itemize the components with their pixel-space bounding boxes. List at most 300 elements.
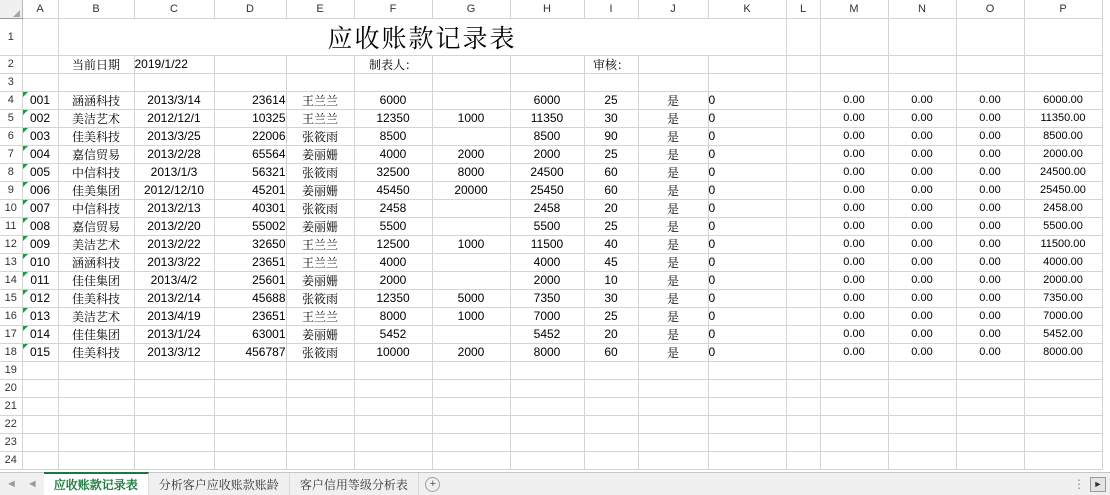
cell[interactable] — [786, 415, 820, 433]
cell-unreceived[interactable]: 4000 — [510, 253, 584, 271]
cell-undue[interactable]: 0 — [708, 199, 786, 217]
cell[interactable] — [22, 415, 58, 433]
cell-term[interactable]: 25 — [584, 217, 638, 235]
cell-receivable[interactable]: 5452 — [354, 325, 432, 343]
cell-due[interactable]: 是 — [638, 217, 708, 235]
cell[interactable] — [58, 361, 134, 379]
cell[interactable] — [888, 451, 956, 469]
cell-no[interactable]: 005 — [22, 163, 58, 181]
cell-undue[interactable]: 0 — [708, 235, 786, 253]
cell-undue[interactable]: 0 — [708, 181, 786, 199]
row-header-4[interactable]: 4 — [0, 91, 22, 109]
column-header-k[interactable]: K — [708, 0, 786, 18]
cell-agent[interactable]: 姜丽姗 — [286, 271, 354, 289]
cell[interactable] — [956, 55, 1024, 73]
cell[interactable] — [786, 451, 820, 469]
cell-invoice-date[interactable]: 2012/12/10 — [134, 181, 214, 199]
cell-aging-90-plus[interactable]: 24500.00 — [1024, 163, 1102, 181]
cell-term[interactable]: 40 — [584, 235, 638, 253]
cell[interactable] — [820, 379, 888, 397]
cell-aging-30-60[interactable]: 0.00 — [888, 163, 956, 181]
cell[interactable] — [708, 397, 786, 415]
cell[interactable] — [432, 361, 510, 379]
cell-aging-90-plus[interactable]: 6000.00 — [1024, 91, 1102, 109]
row-header-21[interactable]: 21 — [0, 397, 22, 415]
cell[interactable] — [956, 451, 1024, 469]
row-header-5[interactable]: 5 — [0, 109, 22, 127]
cell-aging-90-plus[interactable]: 8000.00 — [1024, 343, 1102, 361]
cell-aging-0-30[interactable]: 0.00 — [820, 145, 888, 163]
cell-invoice-date[interactable]: 2013/2/13 — [134, 199, 214, 217]
column-header-g[interactable]: G — [432, 0, 510, 18]
cell-received[interactable] — [432, 91, 510, 109]
row-header-13[interactable]: 13 — [0, 253, 22, 271]
cell-no[interactable]: 004 — [22, 145, 58, 163]
cell[interactable] — [888, 415, 956, 433]
add-sheet-button[interactable] — [419, 473, 447, 495]
cell-aging-0-30[interactable]: 0.00 — [820, 217, 888, 235]
cell[interactable] — [786, 91, 820, 109]
cell-agent[interactable]: 张筱雨 — [286, 199, 354, 217]
cell-invoice-date[interactable]: 2013/3/12 — [134, 343, 214, 361]
cell-unreceived[interactable]: 8500 — [510, 127, 584, 145]
cell-no[interactable]: 010 — [22, 253, 58, 271]
cell-due[interactable]: 是 — [638, 307, 708, 325]
cell[interactable] — [134, 379, 214, 397]
cell[interactable] — [354, 451, 432, 469]
cell[interactable] — [584, 451, 638, 469]
row-header-11[interactable]: 11 — [0, 217, 22, 235]
cell-aging-0-30[interactable]: 0.00 — [820, 271, 888, 289]
cell[interactable] — [354, 397, 432, 415]
cell[interactable] — [354, 379, 432, 397]
cell[interactable] — [432, 433, 510, 451]
row-header-9[interactable]: 9 — [0, 181, 22, 199]
cell-no[interactable]: 012 — [22, 289, 58, 307]
cell-aging-90-plus[interactable]: 2000.00 — [1024, 145, 1102, 163]
cell[interactable] — [134, 415, 214, 433]
cell[interactable] — [708, 55, 786, 73]
cell[interactable] — [286, 433, 354, 451]
cell-aging-0-30[interactable]: 0.00 — [820, 343, 888, 361]
cell-agent[interactable]: 张筱雨 — [286, 343, 354, 361]
sheet-nav-buttons[interactable] — [0, 473, 44, 495]
cell[interactable] — [286, 451, 354, 469]
cell[interactable] — [956, 379, 1024, 397]
cell-unreceived[interactable]: 8000 — [510, 343, 584, 361]
row-header-10[interactable]: 10 — [0, 199, 22, 217]
cell-received[interactable]: 2000 — [432, 343, 510, 361]
cell-invoice-no[interactable]: 10325 — [214, 109, 286, 127]
cell[interactable] — [786, 343, 820, 361]
cell-company[interactable]: 佳佳集团 — [58, 271, 134, 289]
cell-agent[interactable]: 张筱雨 — [286, 163, 354, 181]
cell-due[interactable]: 是 — [638, 109, 708, 127]
cell-receivable[interactable]: 10000 — [354, 343, 432, 361]
cell-no[interactable]: 003 — [22, 127, 58, 145]
cell[interactable] — [214, 55, 286, 73]
cell[interactable] — [638, 379, 708, 397]
cell-receivable[interactable]: 5500 — [354, 217, 432, 235]
row-header-23[interactable]: 23 — [0, 433, 22, 451]
cell-aging-60-90[interactable]: 0.00 — [956, 217, 1024, 235]
cell-undue[interactable]: 0 — [708, 91, 786, 109]
cell-received[interactable] — [432, 199, 510, 217]
cell-unreceived[interactable]: 11500 — [510, 235, 584, 253]
cell[interactable] — [638, 451, 708, 469]
cell-aging-30-60[interactable]: 0.00 — [888, 307, 956, 325]
column-header-d[interactable]: D — [214, 0, 286, 18]
cell-aging-0-30[interactable]: 0.00 — [820, 91, 888, 109]
cell-aging-30-60[interactable]: 0.00 — [888, 289, 956, 307]
row-header-24[interactable]: 24 — [0, 451, 22, 469]
cell[interactable] — [510, 451, 584, 469]
cell-receivable[interactable]: 4000 — [354, 253, 432, 271]
cell[interactable] — [1024, 55, 1102, 73]
cell-aging-90-plus[interactable]: 7000.00 — [1024, 307, 1102, 325]
column-header-p[interactable]: P — [1024, 0, 1102, 18]
cell-received[interactable]: 2000 — [432, 145, 510, 163]
cell-received[interactable] — [432, 325, 510, 343]
cell-invoice-date[interactable]: 2013/4/19 — [134, 307, 214, 325]
row-header-16[interactable]: 16 — [0, 307, 22, 325]
cell[interactable] — [584, 433, 638, 451]
column-header-m[interactable]: M — [820, 0, 888, 18]
cell-invoice-no[interactable]: 63001 — [214, 325, 286, 343]
cell-undue[interactable]: 0 — [708, 343, 786, 361]
cell[interactable] — [786, 235, 820, 253]
cell-no[interactable]: 014 — [22, 325, 58, 343]
cell[interactable] — [1024, 415, 1102, 433]
horizontal-scroll-controls[interactable] — [1073, 473, 1110, 495]
cell-due[interactable]: 是 — [638, 181, 708, 199]
cell-invoice-no[interactable]: 22006 — [214, 127, 286, 145]
cell-no[interactable]: 007 — [22, 199, 58, 217]
cell[interactable] — [786, 18, 820, 55]
cell-term[interactable]: 25 — [584, 91, 638, 109]
cell-invoice-no[interactable]: 40301 — [214, 199, 286, 217]
cell-undue[interactable]: 0 — [708, 325, 786, 343]
cell-unreceived[interactable]: 24500 — [510, 163, 584, 181]
row-header-22[interactable]: 22 — [0, 415, 22, 433]
cell[interactable] — [708, 361, 786, 379]
cell-received[interactable]: 8000 — [432, 163, 510, 181]
cell-receivable[interactable]: 12350 — [354, 289, 432, 307]
cell-invoice-no[interactable]: 65564 — [214, 145, 286, 163]
row-header-17[interactable]: 17 — [0, 325, 22, 343]
cell[interactable] — [22, 379, 58, 397]
cell-aging-60-90[interactable]: 0.00 — [956, 343, 1024, 361]
cell[interactable] — [432, 397, 510, 415]
cell[interactable] — [708, 451, 786, 469]
cell[interactable] — [1024, 18, 1102, 55]
cell[interactable] — [214, 361, 286, 379]
cell-invoice-no[interactable]: 456787 — [214, 343, 286, 361]
cell[interactable] — [22, 451, 58, 469]
cell-term[interactable]: 60 — [584, 343, 638, 361]
cell-received[interactable]: 5000 — [432, 289, 510, 307]
cell[interactable] — [786, 109, 820, 127]
cell[interactable] — [286, 361, 354, 379]
cell[interactable] — [708, 415, 786, 433]
column-header-l[interactable]: L — [786, 0, 820, 18]
cell[interactable] — [432, 451, 510, 469]
cell-undue[interactable]: 0 — [708, 109, 786, 127]
sheet-tabs[interactable] — [44, 473, 419, 495]
cell[interactable] — [786, 127, 820, 145]
cell-unreceived[interactable]: 5500 — [510, 217, 584, 235]
cell-no[interactable]: 008 — [22, 217, 58, 235]
select-all-corner[interactable] — [0, 0, 22, 18]
cell[interactable] — [820, 451, 888, 469]
cell[interactable] — [786, 397, 820, 415]
cell-undue[interactable]: 0 — [708, 271, 786, 289]
cell[interactable] — [786, 163, 820, 181]
cell-term[interactable]: 90 — [584, 127, 638, 145]
cell-unreceived[interactable]: 2458 — [510, 199, 584, 217]
cell-invoice-no[interactable]: 23651 — [214, 307, 286, 325]
column-header-f[interactable]: F — [354, 0, 432, 18]
cell-aging-30-60[interactable]: 0.00 — [888, 217, 956, 235]
cell[interactable] — [786, 379, 820, 397]
cell-company[interactable]: 美洁艺术 — [58, 109, 134, 127]
cell-receivable[interactable]: 2458 — [354, 199, 432, 217]
row-header-1[interactable]: 1 — [0, 18, 22, 55]
cell-aging-0-30[interactable]: 0.00 — [820, 163, 888, 181]
cell[interactable] — [354, 415, 432, 433]
cell[interactable] — [1024, 433, 1102, 451]
cell-invoice-date[interactable]: 2012/12/1 — [134, 109, 214, 127]
cell[interactable] — [786, 199, 820, 217]
cell[interactable] — [786, 325, 820, 343]
cell-no[interactable]: 013 — [22, 307, 58, 325]
cell[interactable] — [708, 433, 786, 451]
cell[interactable] — [432, 55, 510, 73]
row-header-15[interactable]: 15 — [0, 289, 22, 307]
column-header-h[interactable]: H — [510, 0, 584, 18]
cell-aging-60-90[interactable]: 0.00 — [956, 325, 1024, 343]
plus-icon[interactable]: + — [425, 477, 440, 492]
cell-aging-60-90[interactable]: 0.00 — [956, 91, 1024, 109]
cell-aging-90-plus[interactable]: 5500.00 — [1024, 217, 1102, 235]
cell-aging-0-30[interactable]: 0.00 — [820, 307, 888, 325]
cell-invoice-no[interactable]: 55002 — [214, 217, 286, 235]
cell-aging-90-plus[interactable]: 11350.00 — [1024, 109, 1102, 127]
cell[interactable] — [820, 55, 888, 73]
cell[interactable] — [214, 379, 286, 397]
cell-undue[interactable]: 0 — [708, 289, 786, 307]
cell-aging-60-90[interactable]: 0.00 — [956, 127, 1024, 145]
cell-no[interactable]: 011 — [22, 271, 58, 289]
cell-received[interactable]: 1000 — [432, 235, 510, 253]
row-header-3[interactable]: 3 — [0, 73, 22, 91]
cell[interactable] — [888, 397, 956, 415]
column-header-n[interactable]: N — [888, 0, 956, 18]
row-header-6[interactable]: 6 — [0, 127, 22, 145]
cell[interactable] — [354, 361, 432, 379]
cell-due[interactable]: 是 — [638, 199, 708, 217]
cell-agent[interactable]: 姜丽姗 — [286, 145, 354, 163]
cell-undue[interactable]: 0 — [708, 163, 786, 181]
cell[interactable] — [888, 361, 956, 379]
column-header-e[interactable]: E — [286, 0, 354, 18]
cell[interactable] — [786, 307, 820, 325]
cell-unreceived[interactable]: 6000 — [510, 91, 584, 109]
cell-unreceived[interactable]: 2000 — [510, 145, 584, 163]
cell-term[interactable]: 60 — [584, 163, 638, 181]
cell-term[interactable]: 10 — [584, 271, 638, 289]
sheet-tab-0[interactable]: 应收账款记录表 — [44, 472, 149, 495]
cell[interactable] — [1024, 361, 1102, 379]
cell-invoice-no[interactable]: 56321 — [214, 163, 286, 181]
cell-receivable[interactable]: 45450 — [354, 181, 432, 199]
cell[interactable] — [1024, 379, 1102, 397]
cell-received[interactable]: 1000 — [432, 109, 510, 127]
cell-agent[interactable]: 张筱雨 — [286, 127, 354, 145]
cell[interactable] — [58, 379, 134, 397]
cell-aging-0-30[interactable]: 0.00 — [820, 289, 888, 307]
sheet-tab-1[interactable]: 分析客户应收账款账龄 — [149, 473, 290, 495]
cell[interactable] — [1024, 451, 1102, 469]
row-header-14[interactable]: 14 — [0, 271, 22, 289]
cell[interactable] — [786, 433, 820, 451]
nav-first-icon[interactable]: ◄ — [6, 477, 17, 490]
cell-due[interactable]: 是 — [638, 271, 708, 289]
cell-term[interactable]: 25 — [584, 307, 638, 325]
cell[interactable] — [134, 451, 214, 469]
cell-undue[interactable]: 0 — [708, 253, 786, 271]
cell-company[interactable]: 佳美科技 — [58, 343, 134, 361]
cell[interactable] — [820, 397, 888, 415]
cell-aging-90-plus[interactable]: 4000.00 — [1024, 253, 1102, 271]
cell-undue[interactable]: 0 — [708, 217, 786, 235]
cell[interactable] — [510, 361, 584, 379]
row-header-8[interactable]: 8 — [0, 163, 22, 181]
row-header-12[interactable]: 12 — [0, 235, 22, 253]
cell-unreceived[interactable]: 7350 — [510, 289, 584, 307]
cell-undue[interactable]: 0 — [708, 127, 786, 145]
cell-invoice-no[interactable]: 32650 — [214, 235, 286, 253]
cell[interactable] — [58, 397, 134, 415]
cell-company[interactable]: 美洁艺术 — [58, 235, 134, 253]
cell[interactable] — [22, 433, 58, 451]
cell-unreceived[interactable]: 11350 — [510, 109, 584, 127]
cell[interactable] — [820, 361, 888, 379]
cell-receivable[interactable]: 4000 — [354, 145, 432, 163]
cell-no[interactable]: 001 — [22, 91, 58, 109]
nav-prev-icon[interactable]: ◄ — [26, 477, 38, 490]
cell-aging-0-30[interactable]: 0.00 — [820, 127, 888, 145]
cell-aging-90-plus[interactable]: 8500.00 — [1024, 127, 1102, 145]
cell[interactable] — [584, 415, 638, 433]
cell[interactable] — [956, 361, 1024, 379]
cell-term[interactable]: 45 — [584, 253, 638, 271]
cell-invoice-date[interactable]: 2013/3/25 — [134, 127, 214, 145]
cell-invoice-date[interactable]: 2013/2/20 — [134, 217, 214, 235]
cell-received[interactable]: 1000 — [432, 307, 510, 325]
cell-aging-90-plus[interactable]: 25450.00 — [1024, 181, 1102, 199]
cell[interactable] — [58, 451, 134, 469]
cell-due[interactable]: 是 — [638, 145, 708, 163]
cell-aging-30-60[interactable]: 0.00 — [888, 253, 956, 271]
cell-aging-0-30[interactable]: 0.00 — [820, 253, 888, 271]
current-date-value[interactable]: 2019/1/22 — [134, 55, 214, 73]
cell[interactable] — [638, 55, 708, 73]
cell[interactable] — [820, 415, 888, 433]
cell[interactable] — [584, 361, 638, 379]
cell-unreceived[interactable]: 5452 — [510, 325, 584, 343]
cell-due[interactable]: 是 — [638, 91, 708, 109]
cell-unreceived[interactable]: 2000 — [510, 271, 584, 289]
scroll-grip-icon[interactable]: ⋮ — [1073, 477, 1086, 491]
cell-invoice-date[interactable]: 2013/2/14 — [134, 289, 214, 307]
cell-aging-30-60[interactable]: 0.00 — [888, 127, 956, 145]
cell-undue[interactable]: 0 — [708, 307, 786, 325]
cell-invoice-date[interactable]: 2013/3/22 — [134, 253, 214, 271]
cell[interactable] — [786, 181, 820, 199]
cell-company[interactable]: 美洁艺术 — [58, 307, 134, 325]
cell[interactable] — [22, 397, 58, 415]
cell[interactable] — [214, 451, 286, 469]
cell-invoice-date[interactable]: 2013/1/24 — [134, 325, 214, 343]
cell-invoice-no[interactable]: 23614 — [214, 91, 286, 109]
cell-aging-90-plus[interactable]: 11500.00 — [1024, 235, 1102, 253]
cell-aging-0-30[interactable]: 0.00 — [820, 325, 888, 343]
cell[interactable] — [786, 217, 820, 235]
cell-due[interactable]: 是 — [638, 127, 708, 145]
cell[interactable] — [638, 361, 708, 379]
sheet-tab-2[interactable]: 客户信用等级分析表 — [290, 473, 419, 495]
cell-company[interactable]: 中信科技 — [58, 163, 134, 181]
scroll-right-button[interactable]: ► — [1090, 477, 1106, 492]
row-header-7[interactable]: 7 — [0, 145, 22, 163]
cell-aging-60-90[interactable]: 0.00 — [956, 181, 1024, 199]
cell-agent[interactable]: 姜丽姗 — [286, 217, 354, 235]
cell-aging-30-60[interactable]: 0.00 — [888, 91, 956, 109]
cell[interactable] — [888, 18, 956, 55]
cell-company[interactable]: 中信科技 — [58, 199, 134, 217]
cell-received[interactable] — [432, 127, 510, 145]
cell[interactable] — [510, 55, 584, 73]
cell[interactable] — [58, 433, 134, 451]
cell[interactable] — [786, 289, 820, 307]
cell[interactable] — [134, 361, 214, 379]
cell-invoice-no[interactable]: 45201 — [214, 181, 286, 199]
cell-agent[interactable]: 王兰兰 — [286, 307, 354, 325]
cell[interactable] — [432, 415, 510, 433]
cell-company[interactable]: 嘉信贸易 — [58, 217, 134, 235]
cell-unreceived[interactable]: 7000 — [510, 307, 584, 325]
cell-aging-60-90[interactable]: 0.00 — [956, 253, 1024, 271]
cell-aging-0-30[interactable]: 0.00 — [820, 109, 888, 127]
cell-no[interactable]: 006 — [22, 181, 58, 199]
cell-aging-30-60[interactable]: 0.00 — [888, 109, 956, 127]
cell-received[interactable] — [432, 271, 510, 289]
cell-aging-0-30[interactable]: 0.00 — [820, 235, 888, 253]
cell[interactable] — [786, 145, 820, 163]
cell[interactable] — [956, 18, 1024, 55]
cell[interactable] — [820, 18, 888, 55]
cell-aging-60-90[interactable]: 0.00 — [956, 145, 1024, 163]
cell[interactable] — [888, 433, 956, 451]
row-header-19[interactable]: 19 — [0, 361, 22, 379]
cell-agent[interactable]: 王兰兰 — [286, 235, 354, 253]
column-header-c[interactable]: C — [134, 0, 214, 18]
cell-company[interactable]: 佳美科技 — [58, 127, 134, 145]
cell[interactable] — [584, 379, 638, 397]
cell[interactable] — [786, 271, 820, 289]
cell[interactable] — [510, 433, 584, 451]
